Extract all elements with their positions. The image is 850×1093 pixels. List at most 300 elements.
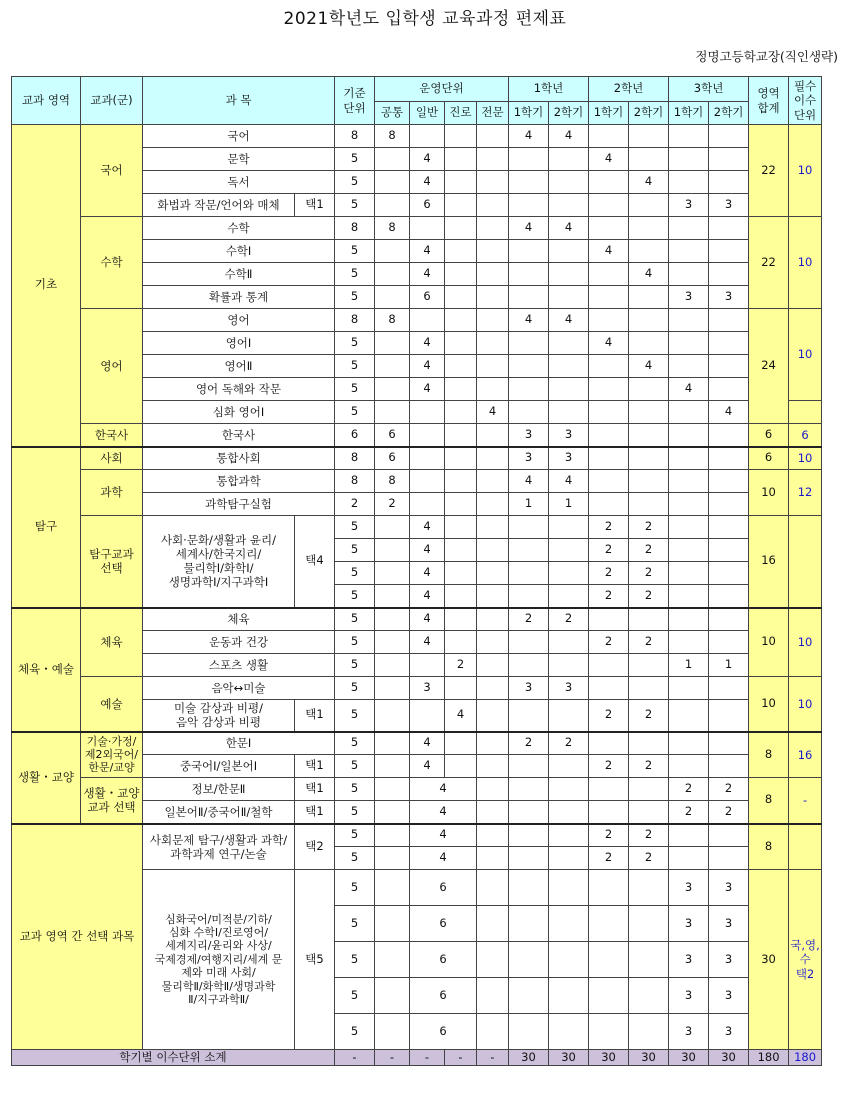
- semester-cell-s12: [549, 286, 589, 309]
- semester-cell-s32: 4: [709, 401, 749, 424]
- required-units-cell: 12: [789, 470, 822, 516]
- semester-cell-s31: 3: [669, 942, 709, 978]
- common-cell: [375, 732, 410, 755]
- special-cell: [477, 942, 509, 978]
- general-cell: [410, 309, 445, 332]
- semester-cell-s11: 2: [509, 732, 549, 755]
- semester-cell-s22: [629, 240, 669, 263]
- base-units-cell: 5: [335, 194, 375, 217]
- base-units-cell: 5: [335, 700, 375, 732]
- required-units-cell: 10: [789, 677, 822, 732]
- subject-cell: 정보/한문Ⅱ: [143, 778, 295, 801]
- total-general-cell: -: [410, 1050, 445, 1066]
- semester-cell-s31: [669, 755, 709, 778]
- semester-cell-s21: 4: [589, 240, 629, 263]
- table-row: [12, 217, 850, 240]
- common-cell: [375, 755, 410, 778]
- special-cell: [477, 332, 509, 355]
- group-cell: 탐구교과 선택: [81, 516, 143, 608]
- semester-cell-s22: [629, 654, 669, 677]
- semester-cell-s11: [509, 194, 549, 217]
- header-special: 전문: [477, 102, 509, 125]
- special-cell: [477, 217, 509, 240]
- semester-cell-s12: [549, 171, 589, 194]
- semester-cell-s22: [629, 778, 669, 801]
- common-cell: [375, 401, 410, 424]
- base-units-cell: 5: [335, 654, 375, 677]
- general-career-cell: 6: [410, 906, 477, 942]
- semester-cell-s21: [589, 424, 629, 447]
- common-cell: [375, 171, 410, 194]
- base-units-cell: 5: [335, 824, 375, 847]
- semester-cell-s22: [629, 378, 669, 401]
- group-cell: 과학: [81, 470, 143, 516]
- group-cell: 한국사: [81, 424, 143, 447]
- special-cell: [477, 286, 509, 309]
- semester-cell-s31: [669, 355, 709, 378]
- required-units-cell: 10: [789, 217, 822, 309]
- subject-cell: 중국어Ⅰ/일본어Ⅰ: [143, 755, 295, 778]
- semester-cell-s21: [589, 942, 629, 978]
- table-row: [12, 125, 850, 148]
- semester-cell-s32: [709, 824, 749, 847]
- header-grade1: 1학년: [509, 77, 589, 102]
- semester-cell-s31: [669, 217, 709, 240]
- career-cell: [445, 608, 477, 631]
- group-cell: 예술: [81, 677, 143, 732]
- semester-cell-s32: [709, 217, 749, 240]
- general-cell: 4: [410, 732, 445, 755]
- semester-cell-s22: 2: [629, 516, 669, 539]
- required-units-cell: 10: [789, 125, 822, 217]
- group-cell: 기술·가정/ 제2외국어/ 한문/교양: [81, 732, 143, 778]
- semester-cell-s31: 3: [669, 978, 709, 1014]
- subject-cell: 한국사: [143, 424, 335, 447]
- common-cell: [375, 677, 410, 700]
- common-cell: 2: [375, 493, 410, 516]
- table-row: [12, 677, 850, 700]
- semester-cell-s31: [669, 171, 709, 194]
- semester-cell-s32: 3: [709, 1014, 749, 1050]
- special-cell: [477, 194, 509, 217]
- special-cell: [477, 732, 509, 755]
- special-cell: [477, 516, 509, 539]
- header-required: 필수 이수단위: [789, 77, 822, 125]
- common-cell: [375, 148, 410, 171]
- general-cell: [410, 654, 445, 677]
- semester-cell-s22: 2: [629, 562, 669, 585]
- career-cell: 2: [445, 654, 477, 677]
- semester-cell-s22: [629, 332, 669, 355]
- career-cell: [445, 171, 477, 194]
- career-cell: [445, 631, 477, 654]
- base-units-cell: 5: [335, 539, 375, 562]
- base-units-cell: 5: [335, 631, 375, 654]
- base-units-cell: 5: [335, 677, 375, 700]
- table-row: [12, 778, 850, 801]
- semester-cell-s31: 3: [669, 194, 709, 217]
- general-cell: 6: [410, 286, 445, 309]
- semester-cell-s32: [709, 470, 749, 493]
- semester-cell-s12: [549, 755, 589, 778]
- special-cell: [477, 424, 509, 447]
- semester-cell-s21: 2: [589, 516, 629, 539]
- semester-cell-s22: [629, 978, 669, 1014]
- general-cell: [410, 470, 445, 493]
- common-cell: 8: [375, 125, 410, 148]
- semester-cell-s11: [509, 1014, 549, 1050]
- career-cell: [445, 424, 477, 447]
- semester-cell-s12: [549, 585, 589, 608]
- header-g3-sem2: 2학기: [709, 102, 749, 125]
- career-cell: [445, 447, 477, 470]
- semester-cell-s11: [509, 700, 549, 732]
- semester-cell-s22: 4: [629, 355, 669, 378]
- semester-cell-s22: [629, 677, 669, 700]
- semester-cell-s11: [509, 401, 549, 424]
- base-units-cell: 5: [335, 755, 375, 778]
- area-cell: 체육・예술: [12, 608, 81, 732]
- general-cell: 4: [410, 562, 445, 585]
- general-cell: 6: [410, 194, 445, 217]
- semester-cell-s11: [509, 240, 549, 263]
- area-sum-cell: 24: [749, 309, 789, 424]
- semester-cell-s32: [709, 700, 749, 732]
- special-cell: [477, 240, 509, 263]
- semester-cell-s32: 3: [709, 286, 749, 309]
- choice-cell: 택1: [295, 700, 335, 732]
- header-g1-sem2: 2학기: [549, 102, 589, 125]
- subject-cell: 문학: [143, 148, 335, 171]
- semester-cell-s21: [589, 1014, 629, 1050]
- semester-cell-s12: [549, 824, 589, 847]
- common-cell: [375, 378, 410, 401]
- semester-cell-s32: [709, 424, 749, 447]
- semester-cell-s21: [589, 217, 629, 240]
- general-cell: [410, 125, 445, 148]
- semester-cell-s12: [549, 378, 589, 401]
- semester-cell-s12: 4: [549, 217, 589, 240]
- semester-cell-s12: [549, 401, 589, 424]
- semester-cell-s11: [509, 286, 549, 309]
- common-cell: [375, 539, 410, 562]
- special-cell: [477, 978, 509, 1014]
- semester-cell-s31: 3: [669, 906, 709, 942]
- special-cell: [477, 125, 509, 148]
- subject-cell: 영어: [143, 309, 335, 332]
- subject-cell: 영어Ⅱ: [143, 355, 335, 378]
- semester-cell-s11: [509, 516, 549, 539]
- area-sum-cell: 10: [749, 677, 789, 732]
- common-cell: [375, 824, 410, 847]
- semester-cell-s32: [709, 677, 749, 700]
- base-units-cell: 5: [335, 240, 375, 263]
- special-cell: [477, 1014, 509, 1050]
- area-sum-cell: 10: [749, 470, 789, 516]
- total-s11-cell: 30: [509, 1050, 549, 1066]
- semester-cell-s12: [549, 631, 589, 654]
- special-cell: [477, 309, 509, 332]
- semester-cell-s22: [629, 801, 669, 824]
- semester-cell-s21: [589, 286, 629, 309]
- special-cell: [477, 677, 509, 700]
- area-sum-cell: 8: [749, 824, 789, 870]
- semester-cell-s21: [589, 732, 629, 755]
- subject-cell: 사회·문화/생활과 윤리/ 세계사/한국지리/ 물리학Ⅰ/화학Ⅰ/ 생명과학Ⅰ/지구과학Ⅰ: [143, 516, 295, 608]
- semester-cell-s21: 2: [589, 539, 629, 562]
- special-cell: [477, 631, 509, 654]
- semester-cell-s32: [709, 309, 749, 332]
- semester-cell-s11: [509, 801, 549, 824]
- semester-cell-s32: 3: [709, 194, 749, 217]
- semester-cell-s11: [509, 942, 549, 978]
- common-cell: [375, 870, 410, 906]
- subject-cell: 운동과 건강: [143, 631, 335, 654]
- semester-cell-s12: 4: [549, 470, 589, 493]
- general-cell: 4: [410, 263, 445, 286]
- total-s32-cell: 30: [709, 1050, 749, 1066]
- semester-cell-s32: [709, 332, 749, 355]
- semester-cell-s22: 4: [629, 171, 669, 194]
- semester-cell-s22: [629, 870, 669, 906]
- career-cell: [445, 493, 477, 516]
- semester-cell-s21: [589, 194, 629, 217]
- semester-cell-s11: [509, 562, 549, 585]
- required-units-cell: [789, 824, 822, 870]
- semester-cell-s32: 3: [709, 870, 749, 906]
- semester-cell-s22: 2: [629, 755, 669, 778]
- semester-cell-s31: [669, 148, 709, 171]
- semester-cell-s22: [629, 217, 669, 240]
- semester-cell-s11: [509, 654, 549, 677]
- semester-cell-s21: [589, 470, 629, 493]
- subject-cell: 화법과 작문/언어와 매체: [143, 194, 295, 217]
- special-cell: [477, 755, 509, 778]
- semester-cell-s11: 3: [509, 424, 549, 447]
- general-career-cell: 6: [410, 942, 477, 978]
- semester-cell-s31: [669, 447, 709, 470]
- general-cell: 4: [410, 332, 445, 355]
- semester-cell-s12: [549, 562, 589, 585]
- semester-cell-s12: [549, 1014, 589, 1050]
- semester-cell-s32: [709, 355, 749, 378]
- special-cell: [477, 824, 509, 847]
- semester-cell-s11: [509, 585, 549, 608]
- semester-cell-s11: [509, 148, 549, 171]
- common-cell: [375, 1014, 410, 1050]
- semester-cell-s21: [589, 801, 629, 824]
- semester-cell-s32: [709, 148, 749, 171]
- common-cell: [375, 263, 410, 286]
- subject-cell: 영어Ⅰ: [143, 332, 335, 355]
- semester-cell-s31: 4: [669, 378, 709, 401]
- career-cell: 4: [445, 700, 477, 732]
- common-cell: [375, 847, 410, 870]
- career-cell: [445, 355, 477, 378]
- semester-cell-s32: [709, 562, 749, 585]
- special-cell: [477, 562, 509, 585]
- career-cell: [445, 677, 477, 700]
- semester-cell-s22: [629, 493, 669, 516]
- semester-cell-s12: [549, 654, 589, 677]
- base-units-cell: 5: [335, 1014, 375, 1050]
- semester-cell-s22: [629, 424, 669, 447]
- semester-cell-s11: [509, 171, 549, 194]
- career-cell: [445, 539, 477, 562]
- header-grade2: 2학년: [589, 77, 669, 102]
- semester-cell-s32: [709, 732, 749, 755]
- base-units-cell: 5: [335, 778, 375, 801]
- semester-cell-s22: [629, 732, 669, 755]
- semester-cell-s31: [669, 424, 709, 447]
- semester-cell-s21: [589, 263, 629, 286]
- semester-cell-s21: 2: [589, 824, 629, 847]
- base-units-cell: 5: [335, 585, 375, 608]
- semester-cell-s11: 4: [509, 217, 549, 240]
- curriculum-table: [11, 76, 850, 1066]
- semester-cell-s22: [629, 286, 669, 309]
- subject-cell: 체육: [143, 608, 335, 631]
- career-cell: [445, 755, 477, 778]
- semester-cell-s31: [669, 332, 709, 355]
- semester-cell-s11: [509, 755, 549, 778]
- common-cell: [375, 654, 410, 677]
- semester-cell-s31: [669, 732, 709, 755]
- semester-cell-s11: 4: [509, 125, 549, 148]
- semester-cell-s22: 2: [629, 824, 669, 847]
- semester-cell-s21: [589, 493, 629, 516]
- subject-cell: 심화국어/미적분/기하/ 심화 수학Ⅰ/진로영어/ 세계지리/윤리와 사상/ 국제경제/여행지리/세계 문 제와 미래 사회/ 물리학Ⅱ/화학Ⅱ/생명과학 Ⅱ/지구과학Ⅱ/: [143, 870, 295, 1050]
- semester-cell-s12: [549, 148, 589, 171]
- semester-cell-s32: [709, 378, 749, 401]
- base-units-cell: 5: [335, 732, 375, 755]
- header-grade3: 3학년: [669, 77, 749, 102]
- semester-cell-s31: [669, 516, 709, 539]
- semester-cell-s31: [669, 562, 709, 585]
- semester-cell-s21: 4: [589, 148, 629, 171]
- base-units-cell: 8: [335, 447, 375, 470]
- subject-cell: 독서: [143, 171, 335, 194]
- semester-cell-s31: [669, 470, 709, 493]
- career-cell: [445, 401, 477, 424]
- general-career-cell: 4: [410, 801, 477, 824]
- semester-cell-s21: [589, 171, 629, 194]
- total-row: [12, 1050, 850, 1066]
- semester-cell-s11: [509, 631, 549, 654]
- semester-cell-s22: [629, 1014, 669, 1050]
- career-cell: [445, 470, 477, 493]
- area-sum-cell: 8: [749, 778, 789, 824]
- area-cell: 탐구: [12, 447, 81, 608]
- semester-cell-s22: [629, 401, 669, 424]
- career-cell: [445, 585, 477, 608]
- total-sum-cell: 180: [749, 1050, 789, 1066]
- required-units-cell: 6: [789, 424, 822, 447]
- semester-cell-s12: [549, 194, 589, 217]
- total-label-cell: 학기별 이수단위 소계: [12, 1050, 335, 1066]
- required-units-cell: 16: [789, 732, 822, 778]
- area-cell: 교과 영역 간 선택 과목: [12, 824, 143, 1050]
- semester-cell-s22: [629, 309, 669, 332]
- table-row: [12, 732, 850, 755]
- subject-cell: 한문Ⅰ: [143, 732, 335, 755]
- common-cell: [375, 778, 410, 801]
- common-cell: [375, 608, 410, 631]
- semester-cell-s11: 4: [509, 470, 549, 493]
- semester-cell-s22: 2: [629, 585, 669, 608]
- special-cell: [477, 778, 509, 801]
- common-cell: [375, 516, 410, 539]
- semester-cell-s11: [509, 378, 549, 401]
- semester-cell-s31: [669, 493, 709, 516]
- semester-cell-s21: 2: [589, 585, 629, 608]
- career-cell: [445, 148, 477, 171]
- semester-cell-s22: 2: [629, 847, 669, 870]
- base-units-cell: 2: [335, 493, 375, 516]
- header-group: 교과(군): [81, 77, 143, 125]
- semester-cell-s21: 4: [589, 332, 629, 355]
- base-units-cell: 5: [335, 263, 375, 286]
- semester-cell-s21: 2: [589, 847, 629, 870]
- semester-cell-s12: 4: [549, 309, 589, 332]
- header-g1-sem1: 1학기: [509, 102, 549, 125]
- semester-cell-s12: [549, 355, 589, 378]
- base-units-cell: 5: [335, 942, 375, 978]
- semester-cell-s21: [589, 309, 629, 332]
- group-cell: 사회: [81, 447, 143, 470]
- general-cell: 4: [410, 378, 445, 401]
- semester-cell-s32: 3: [709, 906, 749, 942]
- career-cell: [445, 286, 477, 309]
- base-units-cell: 8: [335, 470, 375, 493]
- semester-cell-s31: [669, 631, 709, 654]
- base-units-cell: 5: [335, 801, 375, 824]
- semester-cell-s12: [549, 978, 589, 1014]
- semester-cell-s12: 3: [549, 447, 589, 470]
- general-cell: 4: [410, 608, 445, 631]
- general-cell: 4: [410, 631, 445, 654]
- required-units-cell: 10: [789, 447, 822, 470]
- career-cell: [445, 263, 477, 286]
- general-cell: [410, 493, 445, 516]
- semester-cell-s12: [549, 263, 589, 286]
- semester-cell-s21: [589, 978, 629, 1014]
- special-cell: [477, 585, 509, 608]
- semester-cell-s12: 3: [549, 677, 589, 700]
- base-units-cell: 5: [335, 378, 375, 401]
- common-cell: 8: [375, 470, 410, 493]
- area-sum-cell: 6: [749, 447, 789, 470]
- semester-cell-s11: [509, 824, 549, 847]
- semester-cell-s32: 2: [709, 801, 749, 824]
- semester-cell-s12: [549, 906, 589, 942]
- semester-cell-s32: [709, 125, 749, 148]
- semester-cell-s32: [709, 516, 749, 539]
- semester-cell-s21: 2: [589, 700, 629, 732]
- choice-cell: 택1: [295, 194, 335, 217]
- semester-cell-s11: [509, 263, 549, 286]
- general-cell: 4: [410, 148, 445, 171]
- table-row: [12, 824, 850, 847]
- area-sum-cell: 30: [749, 870, 789, 1050]
- semester-cell-s21: [589, 125, 629, 148]
- header-area: 교과 영역: [12, 77, 81, 125]
- table-row: [12, 608, 850, 631]
- base-units-cell: 8: [335, 125, 375, 148]
- table-row: [12, 470, 850, 493]
- common-cell: [375, 631, 410, 654]
- semester-cell-s32: 3: [709, 978, 749, 1014]
